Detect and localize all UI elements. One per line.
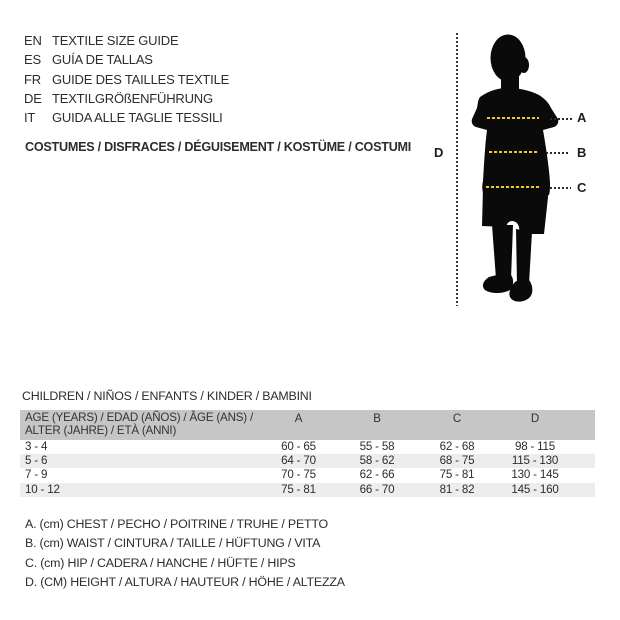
section-title-children: CHILDREN / NIÑOS / ENFANTS / KINDER / BAMBINI xyxy=(22,389,312,403)
language-label: GUIDE DES TAILLES TEXTILE xyxy=(52,71,230,87)
column-header-b: B xyxy=(373,412,381,425)
chest-cell: 70 - 75 xyxy=(281,468,316,482)
footnote-hip: C. (cm) HIP / CADERA / HANCHE / HÜFTE / HIPS xyxy=(25,555,296,570)
chest-cell: 75 - 81 xyxy=(281,482,316,496)
hip-measure-line xyxy=(486,186,540,188)
language-row xyxy=(24,89,229,108)
waist-cell: 66 - 70 xyxy=(359,482,395,496)
waist-measure-line xyxy=(489,151,537,153)
chest-measure-line xyxy=(487,117,539,119)
table-row xyxy=(20,454,595,468)
column-header-c: C xyxy=(452,412,462,425)
hip-cell: 81 - 82 xyxy=(439,482,475,496)
language-row xyxy=(24,31,229,50)
measurement-footnotes xyxy=(25,514,345,592)
language-row xyxy=(24,70,229,89)
chest-cell: 64 - 70 xyxy=(281,453,316,467)
language-row xyxy=(24,108,229,127)
language-code: FR xyxy=(24,71,41,87)
category-title: COSTUMES / DISFRACES / DÉGUISEMENT / KOSTÜME / COSTUMI xyxy=(25,140,412,154)
age-cell: 5 - 6 xyxy=(25,453,48,467)
age-header-line1: AGE (YEARS) / EDAD (AÑOS) / ÂGE (ANS) / xyxy=(25,411,253,424)
marker-label-c: C xyxy=(577,180,587,195)
marker-label-d: D xyxy=(434,145,444,160)
height-cell: 145 - 160 xyxy=(511,482,559,496)
size-table xyxy=(20,410,595,497)
age-cell: 3 - 4 xyxy=(25,439,48,453)
hip-cell: 62 - 68 xyxy=(439,439,475,453)
chest-cell: 60 - 65 xyxy=(281,439,316,453)
language-label: TEXTILGRÖßENFÜHRUNG xyxy=(52,91,213,107)
hip-cell: 75 - 81 xyxy=(439,468,475,482)
height-cell: 98 - 115 xyxy=(514,439,556,453)
waist-cell: 62 - 66 xyxy=(359,468,395,482)
language-label: GUÍA DE TALLAS xyxy=(52,52,153,68)
hip-cell: 68 - 75 xyxy=(439,453,475,467)
language-row xyxy=(24,50,229,69)
table-row xyxy=(20,440,595,454)
height-measure-dotted-line xyxy=(456,33,458,306)
table-row xyxy=(20,468,595,482)
child-silhouette xyxy=(466,33,562,303)
size-table-header-row xyxy=(20,410,595,440)
age-cell: 10 - 12 xyxy=(25,482,60,496)
waist-leader-dots xyxy=(546,152,570,154)
column-header-a: A xyxy=(294,412,303,425)
column-header-d: D xyxy=(530,412,540,425)
age-header-line2: ALTER (JAHRE) / ETÀ (ANNI) xyxy=(25,423,177,437)
hip-leader-dots xyxy=(550,187,571,189)
language-code: DE xyxy=(24,91,42,107)
waist-cell: 58 - 62 xyxy=(359,453,395,467)
height-cell: 115 - 130 xyxy=(511,453,559,467)
marker-label-b: B xyxy=(577,145,587,160)
footnote-height: D. (CM) HEIGHT / ALTURA / HAUTEUR / HÖHE / ALTEZZA xyxy=(25,575,345,590)
table-row xyxy=(20,483,595,497)
chest-leader-dots xyxy=(550,118,572,120)
age-cell: 7 - 9 xyxy=(25,468,48,482)
language-label: TEXTILE SIZE GUIDE xyxy=(52,33,179,49)
height-cell: 130 - 145 xyxy=(511,468,559,482)
footnote-waist: B. (cm) WAIST / CINTURA / TAILLE / HÜFTUNG / VITA xyxy=(25,536,321,551)
waist-cell: 55 - 58 xyxy=(359,439,395,453)
age-column-header xyxy=(20,410,260,440)
language-code: ES xyxy=(24,52,41,68)
language-code: EN xyxy=(24,33,42,49)
language-label: GUIDA ALLE TAGLIE TESSILI xyxy=(52,110,223,126)
footnote-chest: A. (cm) CHEST / PECHO / POITRINE / TRUHE / PETTO xyxy=(25,516,328,531)
marker-label-a: A xyxy=(577,110,587,125)
language-code: IT xyxy=(24,110,36,126)
language-title-list xyxy=(24,31,229,127)
